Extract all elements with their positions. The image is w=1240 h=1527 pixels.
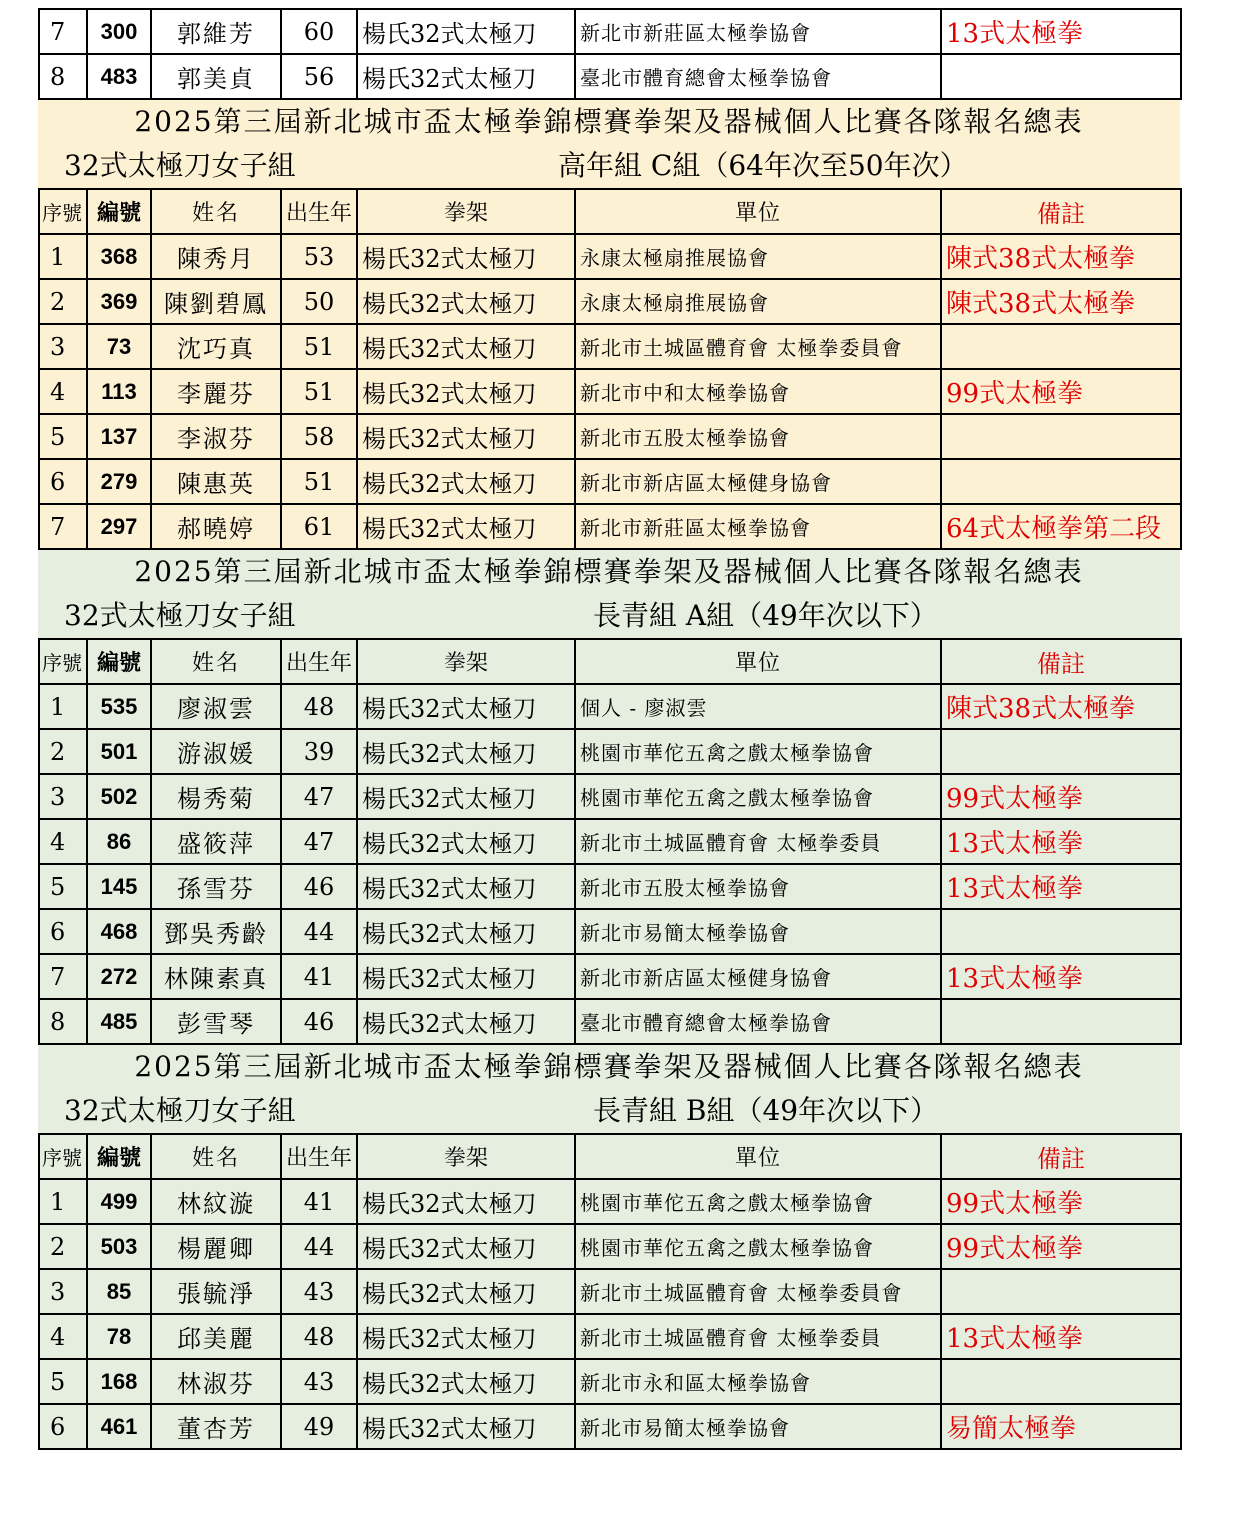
unit-cell: 新北市永和區太極拳協會 [575,1359,941,1404]
note-cell [941,54,1181,99]
birth-year-cell: 44 [281,909,357,954]
group-label: 長青組 A組（49年次以下） [593,599,938,632]
unit-cell: 新北市五股太極拳協會 [575,864,941,909]
seq-cell: 5 [39,864,87,909]
unit-cell: 臺北市體育總會太極拳協會 [575,54,941,99]
continued-table [38,8,1182,100]
table-row [39,1269,1181,1314]
section-title: 2025第三屆新北城市盃太極拳錦標賽拳架及器械個人比賽各隊報名總表 [134,105,1084,138]
table-row [39,864,1181,909]
birth-year-cell: 61 [281,504,357,549]
note-cell: 13式太極拳 [941,864,1181,909]
unit-cell: 新北市中和太極拳協會 [575,369,941,414]
note-cell: 13式太極拳 [941,819,1181,864]
note-cell: 99式太極拳 [941,369,1181,414]
seq-cell: 1 [39,234,87,279]
unit-cell: 桃園市華佗五禽之戲太極拳協會 [575,729,941,774]
seq-cell: 3 [39,774,87,819]
birth-year-cell: 51 [281,369,357,414]
number-cell: 368 [87,234,151,279]
number-cell: 503 [87,1224,151,1269]
unit-cell: 永康太極扇推展協會 [575,279,941,324]
category-label: 32式太極刀女子組 [64,599,296,632]
header-seq: 序號 [39,1134,87,1179]
number-cell: 369 [87,279,151,324]
number-cell: 483 [87,54,151,99]
form-cell: 楊氏32式太極刀 [357,504,575,549]
unit-cell: 新北市五股太極拳協會 [575,414,941,459]
table-row [39,9,1181,54]
birth-year-cell: 39 [281,729,357,774]
form-cell: 楊氏32式太極刀 [357,279,575,324]
name-cell: 董杏芳 [151,1404,281,1449]
unit-cell: 新北市新店區太極健身協會 [575,954,941,999]
note-cell [941,729,1181,774]
section-subtitle [38,144,1180,188]
birth-year-cell: 51 [281,459,357,504]
unit-cell: 新北市土城區體育會 太極拳委員會 [575,324,941,369]
table-row [39,1404,1181,1449]
seq-cell: 1 [39,684,87,729]
name-cell: 彭雪琴 [151,999,281,1044]
header-unit: 單位 [575,189,941,234]
name-cell: 林紋漩 [151,1179,281,1224]
table-row [39,999,1181,1044]
table-row [39,729,1181,774]
note-cell: 陳式38式太極拳 [941,279,1181,324]
birth-year-cell: 49 [281,1404,357,1449]
seq-cell: 7 [39,9,87,54]
group-label: 高年組 C組（64年次至50年次） [558,149,968,182]
unit-cell: 桃園市華佗五禽之戲太極拳協會 [575,1179,941,1224]
note-cell: 陳式38式太極拳 [941,234,1181,279]
unit-cell: 桃園市華佗五禽之戲太極拳協會 [575,1224,941,1269]
birth-year-cell: 43 [281,1359,357,1404]
name-cell: 廖淑雲 [151,684,281,729]
note-cell [941,459,1181,504]
note-cell: 99式太極拳 [941,1224,1181,1269]
header-name: 姓名 [151,639,281,684]
table-row [39,954,1181,999]
table-header-row [39,639,1181,684]
number-cell: 85 [87,1269,151,1314]
header-note: 備註 [941,639,1181,684]
seq-cell: 6 [39,1404,87,1449]
table-row [39,324,1181,369]
note-cell: 64式太極拳第二段 [941,504,1181,549]
name-cell: 邱美麗 [151,1314,281,1359]
seq-cell: 7 [39,504,87,549]
note-cell: 99式太極拳 [941,774,1181,819]
seq-cell: 6 [39,459,87,504]
number-cell: 468 [87,909,151,954]
form-cell: 楊氏32式太極刀 [357,1404,575,1449]
header-year: 出生年 [281,189,357,234]
seq-cell: 6 [39,909,87,954]
header-form: 拳架 [357,189,575,234]
unit-cell: 個人 - 廖淑雲 [575,684,941,729]
category-label: 32式太極刀女子組 [64,149,296,182]
name-cell: 郭維芳 [151,9,281,54]
unit-cell: 新北市土城區體育會 太極拳委員 [575,1314,941,1359]
note-cell: 易簡太極拳 [941,1404,1181,1449]
header-year: 出生年 [281,639,357,684]
number-cell: 78 [87,1314,151,1359]
unit-cell: 新北市新莊區太極拳協會 [575,9,941,54]
number-cell: 86 [87,819,151,864]
birth-year-cell: 48 [281,1314,357,1359]
number-cell: 168 [87,1359,151,1404]
form-cell: 楊氏32式太極刀 [357,9,575,54]
number-cell: 499 [87,1179,151,1224]
section-header [38,1045,1180,1133]
name-cell: 盛筱萍 [151,819,281,864]
form-cell: 楊氏32式太極刀 [357,684,575,729]
table-row [39,909,1181,954]
section-title: 2025第三屆新北城市盃太極拳錦標賽拳架及器械個人比賽各隊報名總表 [134,555,1084,588]
name-cell: 李淑芬 [151,414,281,459]
registration-sheet [38,8,1180,1450]
header-unit: 單位 [575,639,941,684]
unit-cell: 新北市土城區體育會 太極拳委員 [575,819,941,864]
number-cell: 137 [87,414,151,459]
note-cell: 99式太極拳 [941,1179,1181,1224]
number-cell: 297 [87,504,151,549]
note-cell [941,999,1181,1044]
seq-cell: 4 [39,819,87,864]
category-label: 32式太極刀女子組 [64,1094,296,1127]
birth-year-cell: 44 [281,1224,357,1269]
note-cell: 13式太極拳 [941,1314,1181,1359]
name-cell: 郭美貞 [151,54,281,99]
number-cell: 535 [87,684,151,729]
form-cell: 楊氏32式太極刀 [357,954,575,999]
header-name: 姓名 [151,1134,281,1179]
table-row [39,234,1181,279]
form-cell: 楊氏32式太極刀 [357,774,575,819]
header-year: 出生年 [281,1134,357,1179]
name-cell: 沈巧真 [151,324,281,369]
form-cell: 楊氏32式太極刀 [357,999,575,1044]
section-subtitle [38,594,1180,638]
note-cell: 13式太極拳 [941,9,1181,54]
name-cell: 陳惠英 [151,459,281,504]
birth-year-cell: 46 [281,999,357,1044]
birth-year-cell: 56 [281,54,357,99]
number-cell: 113 [87,369,151,414]
section-header [38,550,1180,638]
seq-cell: 5 [39,414,87,459]
header-name: 姓名 [151,189,281,234]
seq-cell: 2 [39,279,87,324]
form-cell: 楊氏32式太極刀 [357,819,575,864]
table-row [39,54,1181,99]
name-cell: 楊秀菊 [151,774,281,819]
unit-cell: 臺北市體育總會太極拳協會 [575,999,941,1044]
section-title: 2025第三屆新北城市盃太極拳錦標賽拳架及器械個人比賽各隊報名總表 [134,1050,1084,1083]
birth-year-cell: 46 [281,864,357,909]
section-subtitle [38,1089,1180,1133]
seq-cell: 3 [39,1269,87,1314]
form-cell: 楊氏32式太極刀 [357,1179,575,1224]
header-note: 備註 [941,189,1181,234]
form-cell: 楊氏32式太極刀 [357,909,575,954]
birth-year-cell: 41 [281,1179,357,1224]
seq-cell: 7 [39,954,87,999]
name-cell: 孫雪芬 [151,864,281,909]
number-cell: 502 [87,774,151,819]
header-seq: 序號 [39,639,87,684]
header-no: 編號 [87,1134,151,1179]
name-cell: 李麗芬 [151,369,281,414]
unit-cell: 桃園市華佗五禽之戲太極拳協會 [575,774,941,819]
table-row [39,1179,1181,1224]
name-cell: 林淑芬 [151,1359,281,1404]
unit-cell: 新北市易簡太極拳協會 [575,909,941,954]
birth-year-cell: 51 [281,324,357,369]
number-cell: 485 [87,999,151,1044]
form-cell: 楊氏32式太極刀 [357,234,575,279]
birth-year-cell: 47 [281,819,357,864]
form-cell: 楊氏32式太極刀 [357,414,575,459]
form-cell: 楊氏32式太極刀 [357,369,575,414]
table-row [39,1224,1181,1269]
unit-cell: 新北市易簡太極拳協會 [575,1404,941,1449]
birth-year-cell: 58 [281,414,357,459]
note-cell: 陳式38式太極拳 [941,684,1181,729]
number-cell: 461 [87,1404,151,1449]
table-row [39,684,1181,729]
birth-year-cell: 48 [281,684,357,729]
seq-cell: 3 [39,324,87,369]
form-cell: 楊氏32式太極刀 [357,729,575,774]
table-row [39,459,1181,504]
note-cell [941,1359,1181,1404]
number-cell: 73 [87,324,151,369]
number-cell: 272 [87,954,151,999]
birth-year-cell: 47 [281,774,357,819]
registration-table [38,638,1182,1045]
registration-table [38,1133,1182,1450]
birth-year-cell: 41 [281,954,357,999]
form-cell: 楊氏32式太極刀 [357,1224,575,1269]
birth-year-cell: 50 [281,279,357,324]
registration-table [38,188,1182,550]
seq-cell: 1 [39,1179,87,1224]
name-cell: 郝曉婷 [151,504,281,549]
group-label: 長青組 B組（49年次以下） [593,1094,939,1127]
number-cell: 279 [87,459,151,504]
seq-cell: 5 [39,1359,87,1404]
form-cell: 楊氏32式太極刀 [357,864,575,909]
form-cell: 楊氏32式太極刀 [357,324,575,369]
number-cell: 145 [87,864,151,909]
name-cell: 林陳素真 [151,954,281,999]
note-cell [941,324,1181,369]
name-cell: 陳秀月 [151,234,281,279]
name-cell: 鄧吳秀齡 [151,909,281,954]
note-cell [941,414,1181,459]
header-form: 拳架 [357,1134,575,1179]
form-cell: 楊氏32式太極刀 [357,54,575,99]
header-note: 備註 [941,1134,1181,1179]
name-cell: 陳劉碧鳳 [151,279,281,324]
unit-cell: 新北市新店區太極健身協會 [575,459,941,504]
unit-cell: 新北市新莊區太極拳協會 [575,504,941,549]
table-row [39,819,1181,864]
seq-cell: 8 [39,54,87,99]
number-cell: 300 [87,9,151,54]
header-form: 拳架 [357,639,575,684]
seq-cell: 4 [39,369,87,414]
header-no: 編號 [87,639,151,684]
header-no: 編號 [87,189,151,234]
table-header-row [39,189,1181,234]
unit-cell: 永康太極扇推展協會 [575,234,941,279]
name-cell: 游淑媛 [151,729,281,774]
table-row [39,774,1181,819]
name-cell: 楊麗卿 [151,1224,281,1269]
birth-year-cell: 43 [281,1269,357,1314]
table-row [39,504,1181,549]
unit-cell: 新北市土城區體育會 太極拳委員會 [575,1269,941,1314]
table-row [39,279,1181,324]
table-row [39,1314,1181,1359]
section-header [38,100,1180,188]
name-cell: 張毓淨 [151,1269,281,1314]
form-cell: 楊氏32式太極刀 [357,1269,575,1314]
table-row [39,1359,1181,1404]
note-cell [941,909,1181,954]
birth-year-cell: 53 [281,234,357,279]
table-row [39,369,1181,414]
seq-cell: 8 [39,999,87,1044]
form-cell: 楊氏32式太極刀 [357,1314,575,1359]
note-cell: 13式太極拳 [941,954,1181,999]
header-seq: 序號 [39,189,87,234]
number-cell: 501 [87,729,151,774]
seq-cell: 2 [39,1224,87,1269]
form-cell: 楊氏32式太極刀 [357,1359,575,1404]
form-cell: 楊氏32式太極刀 [357,459,575,504]
note-cell [941,1269,1181,1314]
seq-cell: 4 [39,1314,87,1359]
seq-cell: 2 [39,729,87,774]
header-unit: 單位 [575,1134,941,1179]
table-header-row [39,1134,1181,1179]
table-row [39,414,1181,459]
birth-year-cell: 60 [281,9,357,54]
